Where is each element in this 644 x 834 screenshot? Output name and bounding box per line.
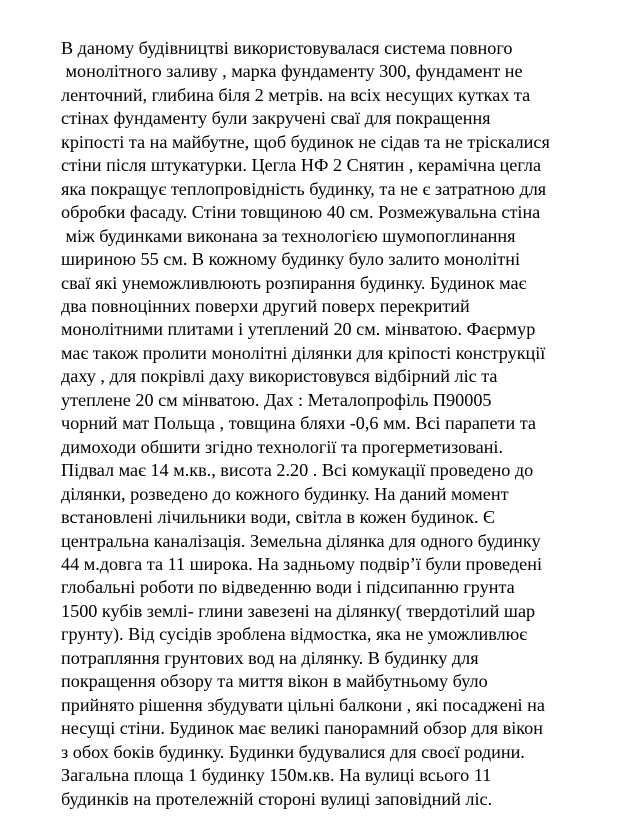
text-line-26: грунту). Від сусідів зроблена відмостка, яка не уможливлює — [61, 624, 528, 645]
text-line-29: прийнято рішення збудувати цільні балкони , які посаджені на — [61, 694, 545, 715]
text-line-15: даху , для покрівлі даху використовувся відбірний ліс та — [61, 366, 498, 387]
text-line-2: монолітного заливу , марка фундаменту 300, фундамент не — [61, 61, 523, 82]
text-line-21: встановлені лічильники води, світла в кожен будинок. Є — [61, 507, 496, 528]
text-line-22: центральна каналізація. Земельна ділянка для одного будинку — [61, 530, 541, 551]
text-line-19: Підвал має 14 м.кв., висота 2.20 . Всі комукації проведено до — [61, 460, 534, 481]
text-line-28: покращення обзору та миття вікон в майбутньому було — [61, 671, 488, 692]
text-line-6: стіни після штукатурки. Цегла НФ 2 Снятин , керамічна цегла — [61, 155, 542, 176]
text-line-3: ленточний, глибина біля 2 метрів. на всіх несущих кутках та — [61, 84, 531, 105]
text-line-20: ділянки, розведено до кожного будинку. На даний момент — [61, 483, 509, 504]
text-line-9: між будинками виконана за технологією шумопоглинання — [61, 225, 516, 246]
text-line-23: 44 м.довга та 11 широка. На задньому подвірʼї були проведені — [61, 553, 542, 574]
text-line-11: сваї які унеможливлюють розпирання будинку. Будинок має — [61, 272, 527, 293]
text-line-30: несущі стіни. Будинок має великі панорамний обзор для вікон — [61, 718, 544, 739]
text-line-17: чорний мат Польща , товщина бляхи -0,6 мм. Всі парапети та — [61, 413, 536, 434]
text-line-32: Загальна площа 1 будинку 150м.кв. На вулиці всього 11 — [61, 765, 492, 786]
text-line-25: 1500 кубів землі- глини завезені на ділянку( твердотілий шар — [61, 600, 536, 621]
text-line-14: має також пролити монолітні ділянки для кріпості конструкції — [61, 342, 546, 363]
document-body-text — [61, 37, 550, 811]
text-line-1: В даному будівництві використовувалася система повного — [61, 38, 513, 58]
text-line-27: потрапляння грунтових вод на ділянку. В будинку для — [61, 647, 479, 668]
text-line-7: яка покращує теплопровідність будинку, та не є затратною для — [61, 178, 547, 199]
text-line-16: утеплене 20 см мінватою. Дах : Металопрофіль П90005 — [61, 389, 492, 410]
text-line-31: з обох боків будинку. Будинки будувалися для своєї родини. — [61, 741, 525, 762]
text-line-10: шириною 55 см. В кожному будинку було залито монолітні — [61, 249, 521, 270]
text-line-4: стінах фундаменту були закручені сваї для покращення — [61, 108, 491, 129]
text-line-12: два повноцінних поверхи другий поверх перекритий — [61, 295, 470, 316]
text-line-24: глобальні роботи по відведенню води і підсипанню грунта — [61, 577, 515, 598]
text-line-8: обробки фасаду. Стіни товщиною 40 см. Розмежувальна стіна — [61, 202, 541, 223]
text-line-18: димоходи обшити згідно технології та прогерметизовані. — [61, 436, 504, 457]
text-line-13: монолітними плитами і утеплений 20 см. мінватою. Фаєрмур — [61, 319, 536, 340]
text-line-5: кріпості та на майбутне, щоб будинок не сідав та не тріскалися — [61, 131, 550, 152]
text-line-33: будинків на протележній стороні вулиці заповідний ліс. — [61, 788, 493, 809]
